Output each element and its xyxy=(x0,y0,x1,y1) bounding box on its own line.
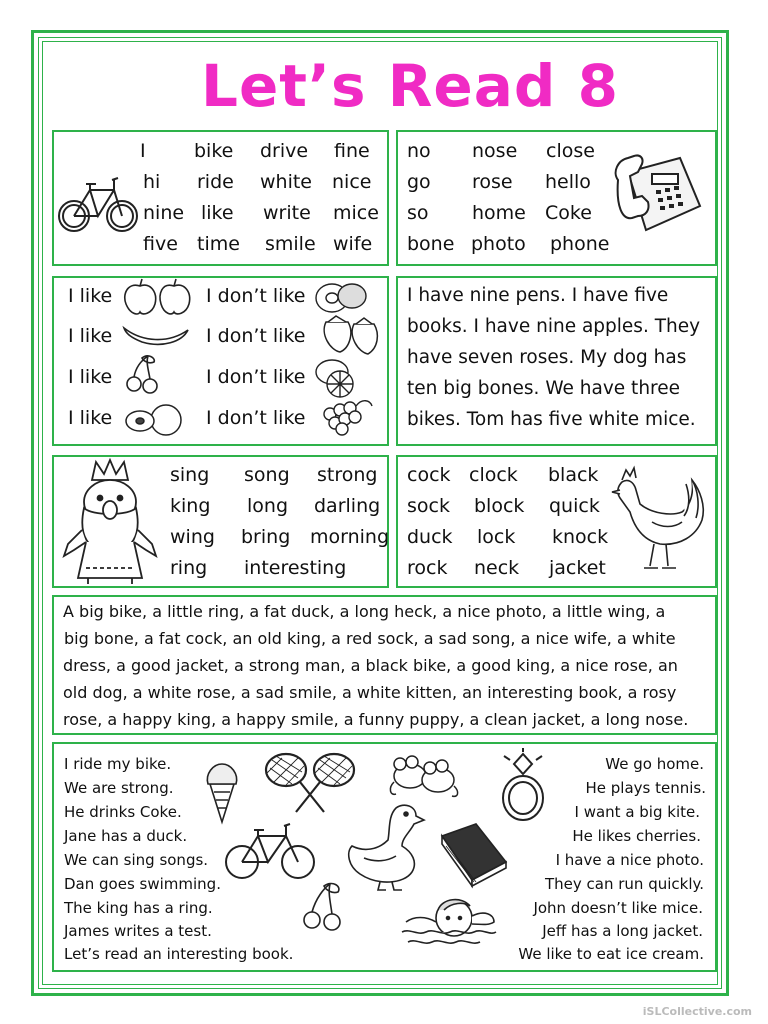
sentence-right: They can run quickly. xyxy=(544,875,704,893)
word: hello xyxy=(545,171,591,193)
word: photo xyxy=(471,233,526,255)
rooster-icon xyxy=(608,466,708,578)
word: king xyxy=(170,495,211,517)
word: nice xyxy=(332,171,372,193)
orange-icon xyxy=(124,403,184,437)
passage-line: bikes. Tom has five white mice. xyxy=(407,409,696,430)
sentence-left: He drinks Coke. xyxy=(64,803,182,821)
word: sing xyxy=(170,464,210,486)
sentence-left: We are strong. xyxy=(64,779,174,797)
cherry-icon xyxy=(302,880,346,930)
word: so xyxy=(407,202,429,224)
sentence-right: I have a nice photo. xyxy=(555,851,704,869)
word: wing xyxy=(170,526,215,548)
kiwi-icon xyxy=(312,278,368,316)
book-icon xyxy=(438,822,510,886)
sentence-left: James writes a test. xyxy=(64,922,212,940)
word: home xyxy=(472,202,526,224)
word: interesting xyxy=(244,557,347,579)
word: bike xyxy=(194,140,234,162)
sentence-left: Jane has a duck. xyxy=(64,827,188,845)
word: rock xyxy=(407,557,448,579)
sentence-right: He plays tennis. xyxy=(585,779,706,797)
swimming-boy-icon xyxy=(398,892,498,950)
word: clock xyxy=(469,464,518,486)
word: bring xyxy=(241,526,291,548)
word: close xyxy=(546,140,595,162)
word: go xyxy=(407,171,431,193)
phrase-line: A big bike, a little ring, a fat duck, a long heck, a nice photo, a little wing, a xyxy=(63,602,666,621)
like-label: I like xyxy=(68,366,113,388)
word: duck xyxy=(407,526,453,548)
phrase-line: dress, a good jacket, a strong man, a black bike, a good king, a nice rose, an xyxy=(63,656,678,675)
word: drive xyxy=(260,140,309,162)
word: time xyxy=(197,233,240,255)
word: cock xyxy=(407,464,451,486)
sentence-left: We can sing songs. xyxy=(64,851,209,869)
passage-line: ten big bones. We have three xyxy=(407,378,681,399)
king-icon xyxy=(58,458,162,586)
like-label: I like xyxy=(68,407,113,429)
word: lock xyxy=(477,526,516,548)
bicycle-icon xyxy=(56,170,142,240)
phrase-line: old dog, a white rose, a sad smile, a white kitten, an interesting book, a rosy xyxy=(63,683,677,702)
word: like xyxy=(201,202,234,224)
passage-line: books. I have nine apples. They xyxy=(407,316,701,337)
dislike-label: I don’t like xyxy=(206,366,306,388)
word: strong xyxy=(317,464,378,486)
word: hi xyxy=(143,171,161,193)
word: I xyxy=(140,140,146,162)
sentence-left: I ride my bike. xyxy=(64,755,172,773)
word: nose xyxy=(472,140,518,162)
word: knock xyxy=(552,526,609,548)
word: wife xyxy=(333,233,373,255)
like-label: I like xyxy=(68,325,113,347)
banana-icon xyxy=(122,322,190,348)
telephone-icon xyxy=(610,150,706,242)
mice-icon xyxy=(386,752,462,800)
passage-line: have seven roses. My dog has xyxy=(407,347,687,368)
word: no xyxy=(407,140,431,162)
sentence-left: The king has a ring. xyxy=(64,899,213,917)
word: quick xyxy=(549,495,600,517)
sentence-left: Dan goes swimming. xyxy=(64,875,221,893)
footer-watermark: iSLCollective.com xyxy=(642,1005,752,1018)
word: ride xyxy=(197,171,234,193)
word: write xyxy=(263,202,311,224)
word: neck xyxy=(474,557,520,579)
lemon-icon xyxy=(312,356,358,400)
phrase-line: rose, a happy king, a happy smile, a funny puppy, a clean jacket, a long nose. xyxy=(63,710,689,729)
dislike-label: I don’t like xyxy=(206,407,306,429)
word: morning xyxy=(310,526,390,548)
sentence-right: He likes cherries. xyxy=(572,827,701,845)
strawberry-icon xyxy=(320,312,382,356)
sentence-left: Let’s read an interesting book. xyxy=(64,945,294,963)
word: white xyxy=(260,171,312,193)
word: sock xyxy=(407,495,450,517)
phrase-line: big bone, a fat cock, an old king, a red sock, a sad song, a nice wife, a white xyxy=(64,629,676,648)
word: bone xyxy=(407,233,455,255)
word: mice xyxy=(333,202,379,224)
sentence-right: Jeff has a long jacket. xyxy=(542,922,703,940)
word: fine xyxy=(334,140,370,162)
word: Coke xyxy=(545,202,592,224)
word: long xyxy=(247,495,289,517)
word: phone xyxy=(550,233,610,255)
passage-line: I have nine pens. I have five xyxy=(407,285,669,306)
ice-cream-icon xyxy=(205,762,239,824)
sentence-right: We go home. xyxy=(605,755,704,773)
apples-icon xyxy=(122,278,194,318)
page-title: Let’s Read 8 xyxy=(201,52,619,120)
duck-icon xyxy=(344,800,426,892)
sentence-right: I want a big kite. xyxy=(574,803,700,821)
word: smile xyxy=(265,233,316,255)
word: five xyxy=(143,233,178,255)
sentence-right: We like to eat ice cream. xyxy=(518,945,704,963)
word: jacket xyxy=(549,557,606,579)
word: block xyxy=(474,495,525,517)
ring-icon xyxy=(496,752,550,824)
word: song xyxy=(244,464,290,486)
word: darling xyxy=(314,495,381,517)
word: nine xyxy=(143,202,185,224)
bicycle-icon xyxy=(224,822,316,882)
sentence-right: John doesn’t like mice. xyxy=(533,899,703,917)
dislike-label: I don’t like xyxy=(206,285,306,307)
like-label: I like xyxy=(68,285,113,307)
word: black xyxy=(548,464,599,486)
grapes-icon xyxy=(318,396,374,436)
word: rose xyxy=(472,171,513,193)
dislike-label: I don’t like xyxy=(206,325,306,347)
cherry-icon xyxy=(124,354,164,394)
word: ring xyxy=(170,557,208,579)
